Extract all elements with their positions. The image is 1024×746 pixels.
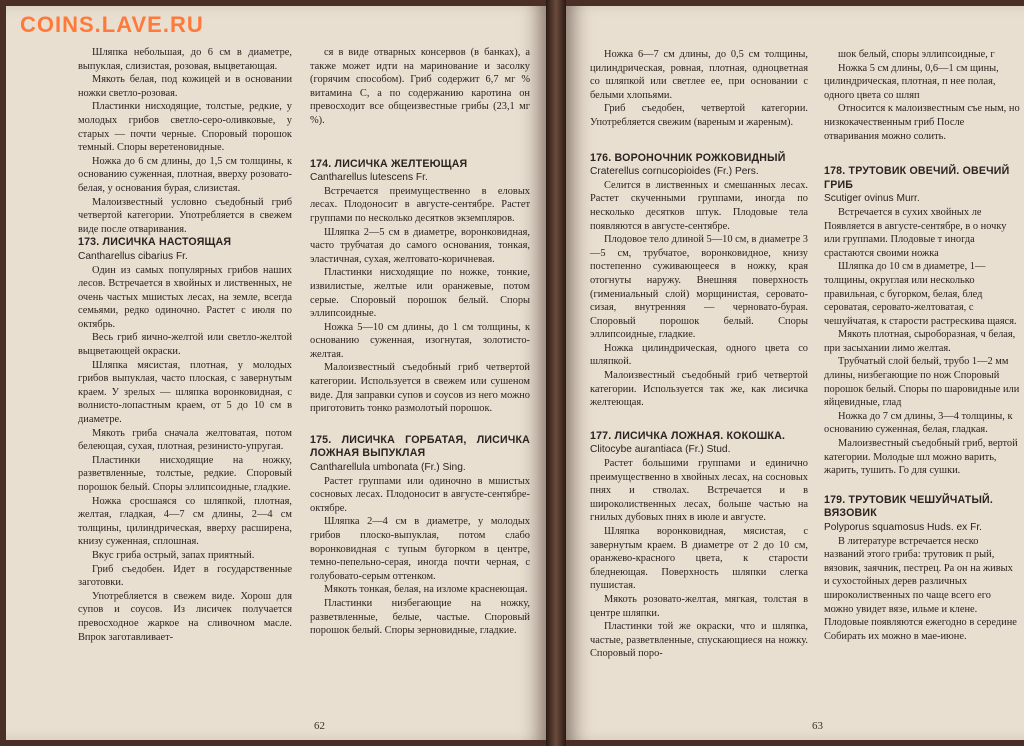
paragraph: Малоизвестный съедобный гриб четвертой категории. Используется так же, как лисичка желтеющая. (590, 370, 808, 409)
latin-name: Polyporus squamosus Huds. ex Fr. (824, 522, 982, 533)
latin-name: Cantharellus cibarius Fr. (78, 250, 188, 262)
paragraph: Мякоть розовато-желтая, мягкая, толстая в центре шляпки. (590, 593, 808, 619)
paragraph: Ножка 5—10 см длины, до 1 см толщины, к основанию суженная, изогнутая, золотисто-желтая. (310, 321, 530, 360)
paragraph: ся в виде отварных консервов (в банках), а также может идти на маринование и засолку (горячим способом). Гриб содержит 6,7 мг % витамина С, а по содержанию каротина он превосходит все общеизвестные грибы (23,1 мг %). (310, 47, 530, 126)
latin-name: Cantharellula umbonata (Fr.) Sing. (310, 462, 466, 474)
paragraph: шок белый, споры эллипсоидные, г (838, 49, 995, 60)
paragraph: Гриб съедобен, четвертой категории. Употребляется свежим (вареным и жареным). (590, 103, 808, 128)
latin-name: Clitocybe aurantiaca (Fr.) Stud. (590, 444, 731, 456)
section-heading-173: 173. ЛИСИЧКА НАСТОЯЩАЯ (78, 236, 232, 249)
right-page (566, 6, 1024, 740)
section-heading-175: 175. ЛИСИЧКА ГОРБАТАЯ, ЛИСИЧКА ЛОЖНАЯ ВЫПУКЛАЯ (310, 433, 530, 460)
paragraph: Шляпка воронковидная, мясистая, с завернутым краем. В диаметре от 2 до 10 см, оранжево-красного цвета, к старости бледнеющая. Поверхность шляпки слегка пушистая. (590, 526, 808, 592)
paragraph: Ножка сросшаяся со шляпкой, плотная, желтая, гладкая, 4—7 см длины, 2—4 см толщины, цилиндрическая, вверху расширена, книзу суженная, сплошная. (78, 495, 292, 548)
latin-name: Scutiger ovinus Murr. (824, 193, 920, 205)
right-page-column-2 (824, 48, 1020, 643)
paragraph: Мякоть гриба сначала желтоватая, потом белеющая, сухая, плотная, резинисто-упругая. (78, 427, 292, 453)
paragraph: Селится в лиственных и смешанных лесах. Растет скученными группами, иногда по несколько десятков штук. Плодовые тела появляются в августе-сентябре. (590, 179, 808, 232)
paragraph: Шляпка небольшая, до 6 см в диаметре, выпуклая, слизистая, розовая, выцветающая. (78, 47, 292, 72)
paragraph: Ножка 6—7 см длины, до 0,5 см толщины, цилиндрическая, ровная, плотная, одноцветная со шляпкой или светлее ее, при основании с белыми хлопьями. (590, 49, 808, 101)
paragraph: Пластинки низбегающие на ножку, разветвленные, белые, частые. Споровый порошок белый. Споры зерновидные, гладкие. (310, 597, 530, 637)
paragraph: Шляпка до 10 см в диаметре, 1— толщины, округлая или несколько правильная, с бугорком, белая, блед сероватая, серовато-желтоватая, с чешуйчатая, к старости растрескива щаяся. (824, 261, 1017, 327)
paragraph: Встречается преимущественно в еловых лесах. Плодоносит в августе-сентябре. Растет группами по несколько десятков экземпляров. (310, 185, 530, 224)
page-number: 63 (812, 720, 823, 732)
paragraph: Ножка до 7 см длины, 3—4 толщины, к основанию суженная, белая, гладкая. (824, 410, 1013, 436)
paragraph: Малоизвестный съедобный гриб четвертой категории. Используется в свежем или сушеном виде. Для заправки супов и соусов из него можно приготовить тонко размолотый порошок. (310, 362, 530, 415)
section-heading-179: 179. ТРУТОВИК ЧЕШУЙЧАТЫЙ. ВЯЗОВИК (824, 493, 993, 520)
paragraph: Шляпка 2—4 см в диаметре, у молодых грибов плоско-выпуклая, потом слабо воронковидная с тупым бугорком в центре, темно-пепельно-серая, иногда почти черная, с голубовато-серым оттенком. (310, 516, 530, 582)
paragraph: Гриб съедобен. Идет в государственные заготовки. (78, 563, 292, 589)
paragraph: Ножка цилиндрическая, одного цвета со шляпкой. (590, 342, 808, 368)
paragraph: Употребляется в свежем виде. Хорош для супов и соусов. Из лисичек получается превосходное жаркое на сливочном масле. Впрок заготавливает- (78, 590, 292, 643)
paragraph: Растет большими группами и единично преимущественно в хвойных лесах, на сосновых пнях и стволах. Встречается и в широколиственных лесах, больше частью на гнилых дубовых пнях в июле и августе. (590, 458, 808, 524)
site-watermark: COINS.LAVE.RU (20, 12, 204, 37)
paragraph: Пластинки нисходящие на ножку, разветвленные, толстые, редкие. Споровый порошок белый. Споры эллипсоидные, гладкие. (78, 454, 292, 493)
paragraph: Пластинки той же окраски, что и шляпка, частые, разветвленные, спускающиеся на ножку. Споровый поро- (590, 621, 808, 660)
paragraph: Малоизвестный съедобный гриб, вертой категории. Молодые шл можно варить, жарить, тушить. Го для сушки. (824, 438, 1018, 477)
paragraph: Растет группами или одиночно в мшистых сосновых лесах. Плодоносит в августе-сентябре-октябре. (310, 475, 530, 514)
paragraph: В литературе встречается неско названий этого гриба: трутовик п рый, вязовик, заячник, пестрец. Ра он на живых и сухостойных дерев различных широколиственных по чаще всего его можно увидет вязе, ильме и клене. Плодовые появляются ежегодно в середине Собирать их можно в мае-июне. (824, 535, 1017, 642)
section-heading-177: 177. ЛИСИЧКА ЛОЖНАЯ. КОКОШКА. (590, 429, 786, 442)
paragraph: Ножка до 6 см длины, до 1,5 см толщины, к основанию суженная, плотная, вверху розовато-белая, у основания бурая, слизистая. (78, 155, 292, 194)
paragraph: Весь гриб яично-желтой или светло-желтой выцветающей окраски. (78, 332, 292, 358)
left-page-column-2 (310, 46, 530, 638)
paragraph: Малоизвестный условно съедобный гриб четвертой категории. Употребляется в свежем виде после отваривания. (78, 196, 292, 235)
paragraph: Пластинки нисходящие, толстые, редкие, у молодых грибов светло-серо-оливковые, у старых — почти черные. Споровый порошок темный. Споры веретеновидные. (78, 101, 292, 154)
latin-name: Cantharellus lutescens Fr. (310, 172, 428, 184)
paragraph: Плодовое тело длиной 5—10 см, в диаметре 3—5 см, трубчатое, воронковидное, книзу постепенно суживающееся в ножку, края отогнуты наружу. Внешняя поверхность (гимениальный слой) морщинистая, серовато-сизая, внутренняя — черновато-бурая. Споровый порошок белый. Споры эллипсоидные, гладкие. (590, 234, 808, 341)
page-number: 62 (314, 720, 325, 732)
paragraph: Мякоть тонкая, белая, на изломе краснеющая. (324, 584, 528, 596)
left-page (6, 6, 546, 740)
book-gutter (546, 0, 566, 746)
paragraph: Ножка 5 см длины, 0,6—1 см щины, цилиндрическая, плотная, п нее полая, одного цвета со шляп (824, 62, 999, 101)
latin-name: Craterellus cornucopioides (Fr.) Pers. (590, 166, 759, 178)
paragraph: Мякоть белая, под кожицей и в основании ножки светло-розовая. (78, 74, 292, 99)
paragraph: Шляпка 2—5 см в диаметре, воронковидная, часто трубчатая до самого основания, тонкая, эластичная, сухая, желтовато-коричневая. (310, 226, 530, 265)
section-heading-174: 174. ЛИСИЧКА ЖЕЛТЕЮЩАЯ (310, 157, 468, 170)
paragraph: Один из самых популярных грибов наших лесов. Встречается в хвойных и лиственных, не очень частых мшистых лесах, на земле, всегда семьями, редко одиночно. Растет с июля по октябрь. (78, 264, 292, 330)
left-page-column-1 (78, 46, 292, 644)
right-page-column-1 (590, 48, 808, 661)
paragraph: Мякоть плотная, сыроборазная, ч белая, при засыхании лимо желтая. (824, 329, 1016, 354)
paragraph: Относится к малоизвестным съе ным, но низкокачественным гриб После отваривания можно солить. (824, 103, 1020, 142)
paragraph: Шляпка мясистая, плотная, у молодых грибов выпуклая, часто плоская, с завернутым краем. У зрелых — шляпка воронковидная, с волнисто-лопастным краем, от 5 до 10 см в диаметре. (78, 359, 292, 426)
paragraph: Пластинки нисходящие по ножке, тонкие, извилистые, желтые или оранжевые, потом серые. Споровый порошок белый. Споры эллипсоидные. (310, 267, 530, 320)
section-heading-176: 176. ВОРОНОЧНИК РОЖКОВИДНЫЙ (590, 151, 786, 164)
paragraph: Трубчатый слой белый, трубо 1—2 мм длины, низбегающие по нож Споровый порошок белый. Споры по шаровидные или яйцевидные, глад (824, 356, 1020, 409)
paragraph: Встречается в сухих хвойных ле Появляется в августе-сентябре, в о ночку или группами. Плодовые т иногда срастаются своими ножка (824, 206, 1007, 259)
paragraph: Вкус гриба острый, запах приятный. (92, 549, 255, 561)
section-heading-178: 178. ТРУТОВИК ОВЕЧИЙ. ОВЕЧИЙ ГРИБ (824, 165, 1010, 191)
